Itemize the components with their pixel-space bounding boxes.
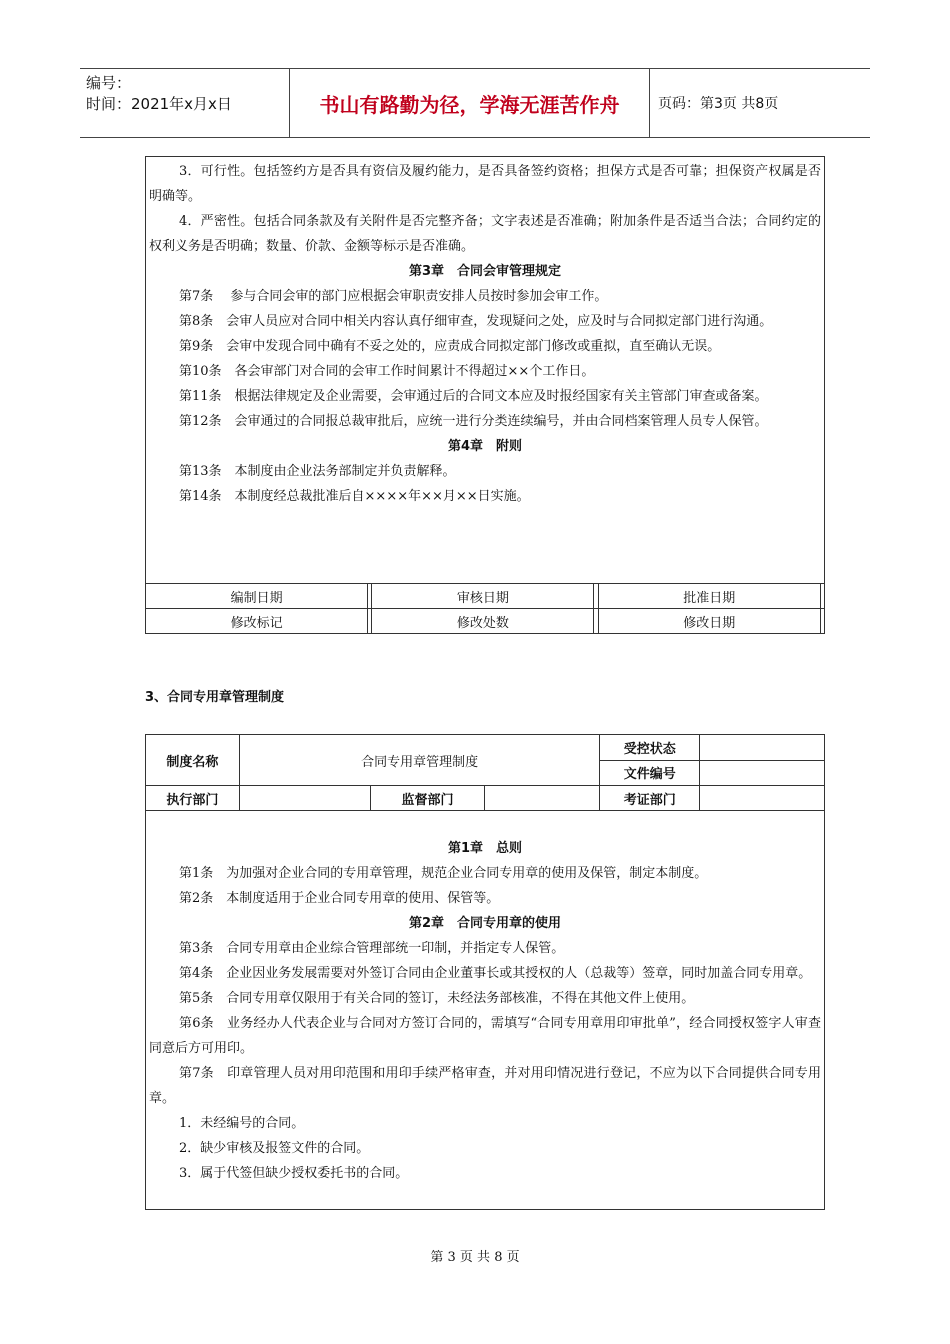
supervise-dept-label: 监督部门 [370,786,485,811]
article: 第14条 本制度经总裁批准后自××××年××月××日实施。 [179,489,530,504]
doc-no-label: 文件编号 [600,760,700,786]
paragraph: 4．严密性。包括合同条款及有关附件是否完整齐备；文字表述是否准确；附加条件是否适当合法；合同约定的权利义务是否明确；数量、价款、金额等标示是否准确。 [149,214,821,254]
list-item: 3．属于代签但缺少授权委托书的合同。 [179,1166,409,1181]
article: 第3条 合同专用章由企业综合管理部统一印制，并指定专人保管。 [179,941,565,956]
article: 第1条 为加强对企业合同的专用章管理，规范企业合同专用章的使用及保管，制定本制度。 [179,866,708,881]
table-row [146,609,825,634]
verify-dept-value [700,786,825,811]
article: 第5条 合同专用章仅限用于有关合同的签订，未经法务部核准，不得在其他文件上使用。 [179,991,695,1006]
doc-info-table-wrap [145,734,825,811]
code-label: 编号： [86,74,132,92]
table-row [146,786,825,811]
page-footer: 第 3 页 共 8 页 [430,1250,520,1265]
control-status-value [700,735,825,761]
table-cell [820,584,824,609]
article: 第8条 会审人员应对合同中相关内容认真仔细审查，发现疑问之处，应及时与合同拟定部门进行沟通。 [179,314,773,329]
article: 第9条 会审中发现合同中确有不妥之处的，应责成合同拟定部门修改或重拟，直至确认无误。 [179,339,721,354]
article: 第4条 企业因业务发展需要对外签订合同由企业董事长或其授权的人（总裁等）签章，同时加盖合同专用章。 [179,966,812,981]
page-header [80,68,870,138]
policy-body-box [145,810,825,1210]
article: 第12条 会审通过的合同报总裁审批后，应统一进行分类连续编号，并由合同档案管理人员专人保管。 [179,414,768,429]
policy-name-value: 合同专用章管理制度 [239,735,599,786]
list-item: 1．未经编号的合同。 [179,1116,305,1131]
table-row [146,735,825,761]
header-meta [80,69,289,137]
table-cell: 编制日期 [146,584,368,609]
table-cell [820,609,824,634]
article: 第10条 各会审部门对合同的会审工作时间累计不得超过××个工作日。 [179,364,595,379]
doc-info-table [145,734,825,811]
article: 第13条 本制度由企业法务部制定并负责解释。 [179,464,456,479]
section-title: 3、合同专用章管理制度 [145,690,285,705]
verify-dept-label: 考证部门 [600,786,700,811]
paragraph: 3．可行性。包括签约方是否具有资信及履约能力，是否具备签约资格；担保方式是否可靠；担保资产权属是否明确等。 [149,164,821,204]
top-section-box [145,156,825,634]
supervise-dept-value [485,786,600,811]
policy-name-label: 制度名称 [146,735,240,786]
table-row [146,584,825,609]
table-cell: 批准日期 [598,584,820,609]
article: 第7条 参与合同会审的部门应根据会审职责安排人员按时参加会审工作。 [179,289,608,304]
table-cell: 修改标记 [146,609,368,634]
chapter-title: 第3章 合同会审管理规定 [408,264,562,279]
doc-no-value [700,760,825,786]
chapter-title: 第1章 总则 [447,841,523,856]
exec-dept-value [239,786,370,811]
article: 第11条 根据法律规定及企业需要，会审通过后的合同文本应及时报经国家有关主管部门审查或备案。 [179,389,768,404]
chapter-title: 第2章 合同专用章的使用 [408,916,562,931]
list-item: 2．缺少审核及报签文件的合同。 [179,1141,370,1156]
article: 第2条 本制度适用于企业合同专用章的使用、保管等。 [179,891,500,906]
header-motto: 书山有路勤为径，学海无涯苦作舟 [289,69,650,137]
chapter-title: 第4章 附则 [447,439,523,454]
revision-table [145,583,825,634]
exec-dept-label: 执行部门 [146,786,240,811]
table-cell: 修改处数 [372,609,594,634]
table-cell: 修改日期 [598,609,820,634]
article: 第6条 业务经办人代表企业与合同对方签订合同的，需填写“合同专用章用印审批单”，经合同授权签字人审查同意后方可用印。 [149,1016,821,1056]
header-page-label: 页码：第3页 共8页 [658,96,779,112]
date-label: 时间：2021年x月x日 [86,95,232,113]
control-status-label: 受控状态 [600,735,700,761]
table-cell: 审核日期 [372,584,594,609]
article: 第7条 印章管理人员对用印范围和用印手续严格审查，并对用印情况进行登记，不应为以下合同提供合同专用章。 [149,1066,821,1106]
